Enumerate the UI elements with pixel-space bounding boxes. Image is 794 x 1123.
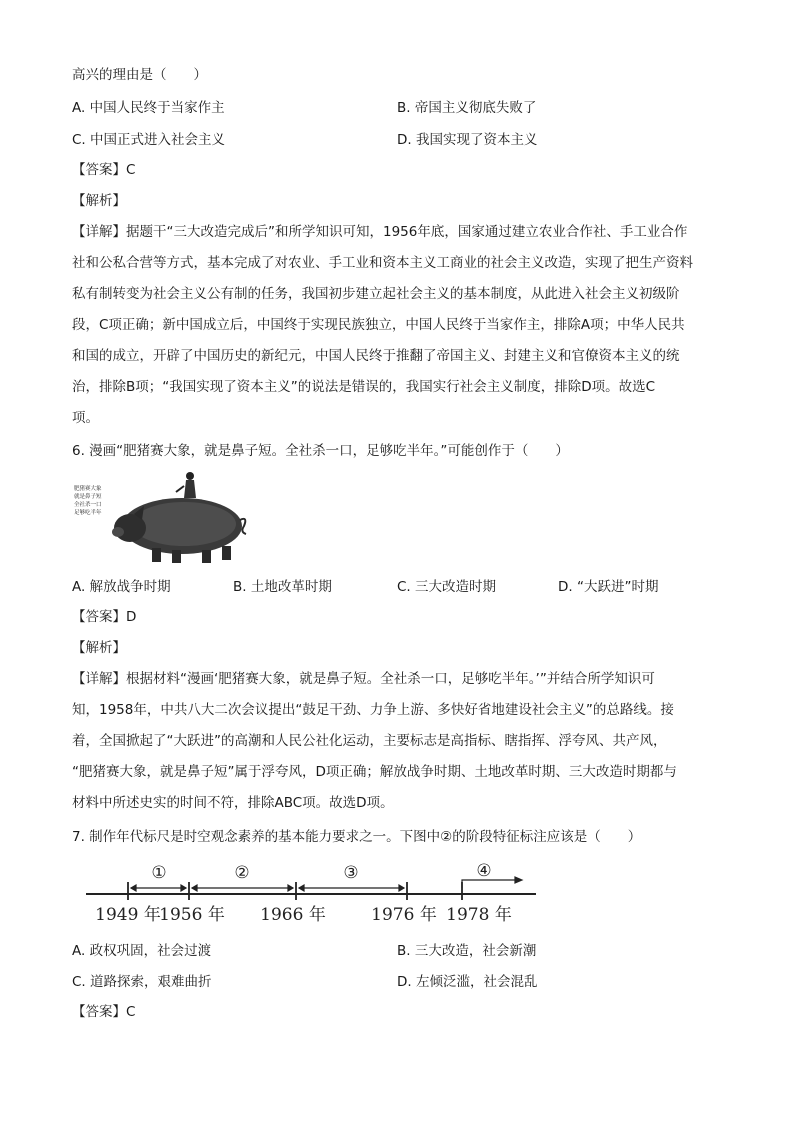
q6-answer: 【答案】D <box>72 609 137 625</box>
timeline-stage-label: ③ <box>343 863 359 883</box>
q6-option-c: C. 三大改造时期 <box>397 579 497 595</box>
q7-option-b: B. 三大改造，社会新潮 <box>397 943 537 959</box>
q7-stem: 7. 制作年代标尺是时空观念素养的基本能力要求之一。下图中②的阶段特征标注应该是（ ） <box>72 829 642 845</box>
timeline-year-label: 1976 年 <box>371 905 437 925</box>
timeline-year-label: 1966 年 <box>260 905 326 925</box>
q7-option-d: D. 左倾泛滥，社会混乱 <box>397 974 538 990</box>
q5-option-d: D. 我国实现了资本主义 <box>397 132 538 148</box>
timeline-year-label: 1978 年 <box>446 905 512 925</box>
q7-option-c: C. 道路探索，艰难曲折 <box>72 974 212 990</box>
pig-cartoon-image <box>72 468 248 568</box>
q5-detail-line: 和国的成立，开辟了中国历史的新纪元，中国人民终于推翻了帝国主义、封建主义和官僚资本主义的统 <box>72 348 680 364</box>
q6-detail-line: 【详解】根据材料“漫画‘肥猪赛大象，就是鼻子短。全社杀一口，足够吃半年。’”并结合所学知识可 <box>72 671 655 687</box>
q5-stem-tail: 高兴的理由是（ ） <box>72 67 207 83</box>
comic-caption-line: 就是鼻子短 <box>74 494 102 500</box>
q6-detail-line: 材料中所述史实的时间不符，排除ABC项。故选D项。 <box>72 795 394 811</box>
q6-detail-line: 着，全国掀起了“大跃进”的高潮和人民公社化运动，主要标志是高指标、瞎指挥、浮夸风、共产风， <box>72 733 667 749</box>
q6-stem: 6. 漫画“肥猪赛大象，就是鼻子短。全社杀一口，足够吃半年。”可能创作于（ ） <box>72 443 569 459</box>
q6-analysis-label: 【解析】 <box>72 640 126 656</box>
q5-detail-line: 治，排除B项；“我国实现了资本主义”的说法是错误的，我国实行社会主义制度，排除D项。故选C <box>72 379 656 395</box>
timeline-stage-label: ① <box>151 863 167 883</box>
q5-detail-line: 私有制转变为社会主义公有制的任务，我国初步建立起社会主义的基本制度，从此进入社会主义初级阶 <box>72 286 680 302</box>
q5-answer: 【答案】C <box>72 162 136 178</box>
q5-detail-line: 项。 <box>72 410 99 426</box>
timeline-figure <box>86 856 536 930</box>
q5-analysis-label: 【解析】 <box>72 193 126 209</box>
q5-option-a: A. 中国人民终于当家作主 <box>72 100 225 116</box>
q6-detail-line: 知，1958年，中共八大二次会议提出“鼓足干劲、力争上游、多快好省地建设社会主义”的总路线。接 <box>72 702 674 718</box>
q6-option-a: A. 解放战争时期 <box>72 579 171 595</box>
timeline-stage-label: ④ <box>476 861 492 881</box>
comic-caption-line: 足够吃半年 <box>74 510 102 516</box>
timeline-year-label: 1956 年 <box>159 905 225 925</box>
comic-caption-line: 肥猪赛大象 <box>74 486 102 492</box>
q5-option-b: B. 帝国主义彻底失败了 <box>397 100 537 116</box>
timeline-year-label: 1949 年 <box>95 905 161 925</box>
q5-detail-line: 段，C项正确；新中国成立后，中国终于实现民族独立，中国人民终于当家作主，排除A项；中华人民共 <box>72 317 685 333</box>
q6-option-d: D. “大跃进”时期 <box>558 579 659 595</box>
q6-option-b: B. 土地改革时期 <box>233 579 332 595</box>
q7-option-a: A. 政权巩固，社会过渡 <box>72 943 212 959</box>
q5-option-c: C. 中国正式进入社会主义 <box>72 132 226 148</box>
timeline-stage-label: ② <box>234 863 250 883</box>
q6-detail-line: “肥猪赛大象，就是鼻子短”属于浮夸风，D项正确；解放战争时期、土地改革时期、三大改造时期都与 <box>72 764 677 780</box>
q7-answer: 【答案】C <box>72 1004 136 1020</box>
q5-detail-line: 【详解】据题干“三大改造完成后”和所学知识可知，1956年底，国家通过建立农业合作社、手工业合作 <box>72 224 688 240</box>
q5-detail-line: 社和公私合营等方式，基本完成了对农业、手工业和资本主义工商业的社会主义改造，实现了把生产资料 <box>72 255 693 271</box>
comic-caption-line: 全社杀一口 <box>74 502 102 508</box>
